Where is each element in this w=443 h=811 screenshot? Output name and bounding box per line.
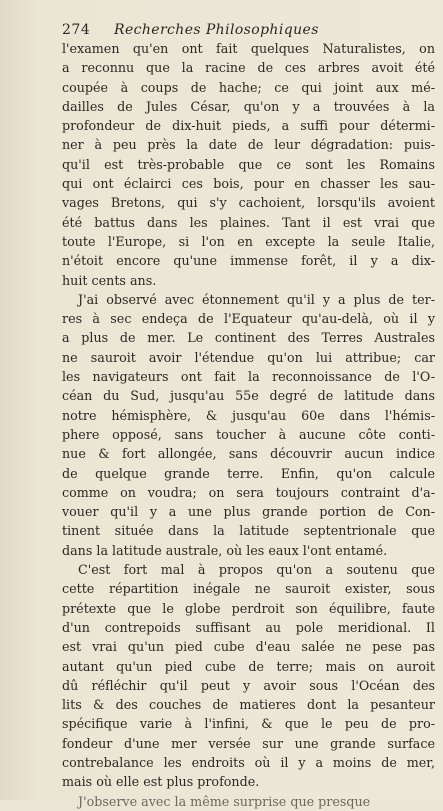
paragraph [62, 560, 435, 792]
text-line: contrebalance les endroits où il y a moins de mer, [62, 754, 435, 770]
text-line: est vrai qu'un pied cube d'eau salée ne pese pas [62, 639, 435, 655]
text-line: qu'il est très-probable que ce sont les Romains [62, 156, 435, 172]
text-line: vages Bretons, qui s'y cachoient, lorsqu'ils avoient [62, 195, 435, 211]
text-line: dans la latitude australe, où les eaux l'ont entamé. [62, 542, 388, 558]
text-line: C'est fort mal à propos qu'on a soutenu que [78, 562, 435, 578]
page-header [62, 22, 435, 38]
text-line: a plus de mer. Le continent des Terres Australes [62, 330, 435, 346]
text-line: qui ont éclairci ces bois, pour en chasser les sau- [62, 176, 435, 192]
paragraph [62, 792, 435, 811]
text-line: spécifique varie à l'infini, & que le peu de pro- [62, 716, 435, 732]
text-line: res à sec endeça de l'Equateur qu'au-delà, où il y [62, 311, 435, 327]
text-line: céan du Sud, jusqu'au 55e degré de latitude dans [62, 388, 435, 404]
text-line: autant qu'un pied cube de terre; mais on auroit [62, 658, 435, 674]
text-line: été battus dans les plaines. Tant il est vrai que [62, 214, 435, 230]
text-line: tinent située dans la latitude septentrionale que [62, 523, 435, 539]
text-line: d'un contrepoids suffisant au pole meridional. Il [62, 619, 435, 635]
text-line: lits & des couches de matieres dont la pesanteur [62, 697, 435, 713]
text-line: J'observe avec la même surprise que presque [78, 793, 371, 809]
paragraph [62, 39, 435, 290]
running-head: Recherches Philosophiques [114, 22, 319, 38]
text-line: J'ai observé avec étonnement qu'il y a plus de ter- [78, 291, 435, 307]
body-text [62, 39, 435, 811]
text-line: nue & fort allongée, sans découvrir aucun indice [62, 446, 435, 462]
text-line: dailles de Jules César, qu'on y a trouvées à la [62, 98, 435, 114]
paragraph [62, 290, 435, 560]
text-line: prétexte que le globe perdroit son équilibre, faute [62, 600, 435, 616]
text-line: l'examen qu'en ont fait quelques Naturalistes, on [62, 41, 435, 56]
text-line: comme on voudra; on sera toujours contraint d'a- [62, 484, 435, 500]
text-line: cette répartition inégale ne sauroit exister, sous [62, 581, 435, 597]
text-line: de quelque grande terre. Enfin, qu'on calcule [62, 465, 435, 481]
text-line: ner à peu près la date de leur dégradation: puis- [62, 137, 435, 153]
text-line: coupée à coups de hache; ce qui joint aux mé- [62, 79, 435, 95]
text-line: toute l'Europe, si l'on en excepte la seule Italie, [62, 233, 435, 249]
text-line: n'étoit encore qu'une immense forêt, il y a dix- [62, 253, 435, 269]
text-line: mais où elle est plus profonde. [62, 774, 260, 790]
text-line: vouer qu'il y a une plus grande portion de Con- [62, 504, 435, 520]
text-line: les navigateurs ont fait la reconnoissance de l'O- [62, 369, 435, 385]
text-line: ne sauroit avoir l'étendue qu'on lui attribue; car [62, 349, 435, 365]
text-line: profondeur de dix-huit pieds, a suffi pour détermi- [62, 118, 435, 134]
text-line: dû réfléchir qu'il peut y avoir sous l'Océan des [62, 677, 435, 693]
text-line: phere opposé, sans toucher à aucune côte conti- [62, 426, 435, 442]
text-line: a reconnu que la racine de ces arbres avoit été [62, 60, 435, 76]
text-line: fondeur d'une mer versée sur une grande surface [62, 735, 435, 751]
text-line: notre hémisphère, & jusqu'au 60e dans l'hémis- [62, 407, 435, 423]
text-line: huit cents ans. [62, 272, 157, 288]
page-number: 274 [62, 22, 91, 38]
